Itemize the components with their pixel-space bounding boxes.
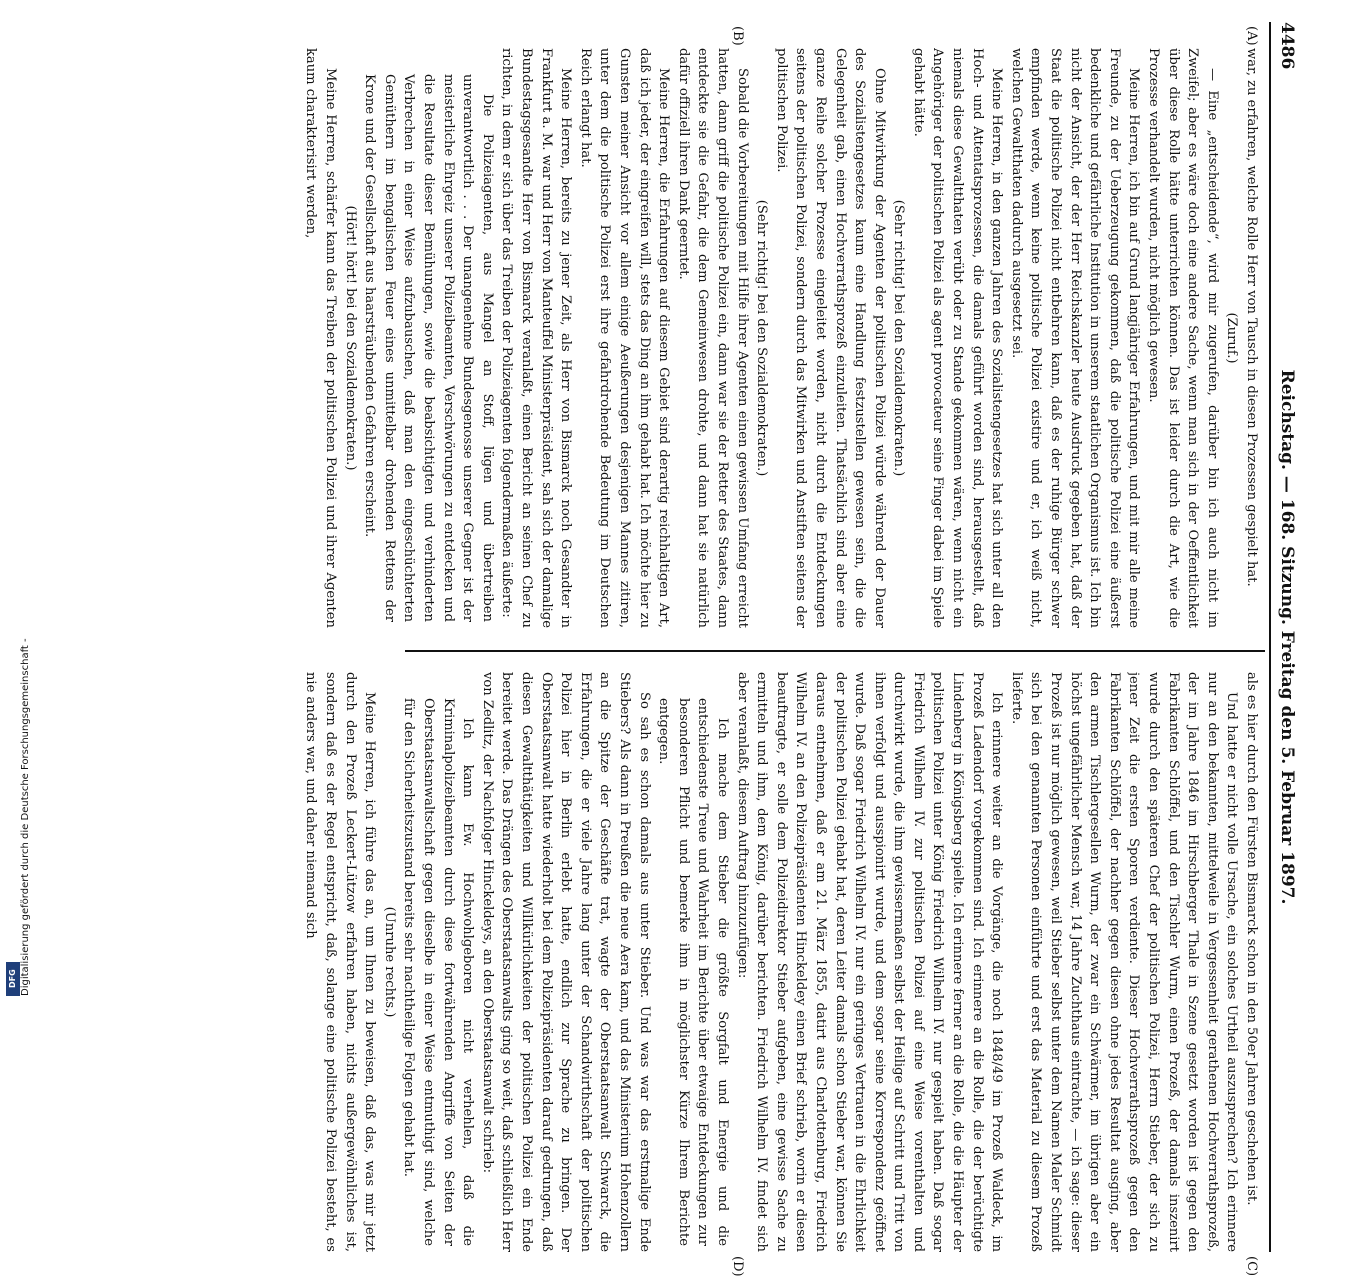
quotation: Die Polizeiagenten, aus Mangel an Stoff, lügen und übertreiben unverantwortlich . . . Der unangenehme Bundesgenosse unserer Gegner ist der meisterliche Ehrgeiz unserer Polizeibeamten, Verschwörungen zu entdecken und die Resultate dieser Bemühungen, sowie die beabsichtigten und verhinderten Verbrechen in einer Weise aufzubauschen, daß man den eingeschüchterten Gemüthern im bengalischen Feuer eines unmittelbar drohenden Rettens der Krone und der Gesellschaft aus haarsträubenden Gefahren erscheint. <box>362 74 495 622</box>
page-number: 4486 <box>1277 22 1297 70</box>
paragraph: war, zu erfahren, welche Rolle Herr von Tausch in diesen Prozessen gespielt hat. <box>1244 48 1259 587</box>
margin-marker-d: (D) <box>730 1256 745 1277</box>
quotation: Ich mache dem Stieber die größte Sorgfalt und Energie und die entschiedenste Treue und Wahrheit im Berichte über etwaige Entdeckungen zur besonderen Pflicht und bemerke ihm in möglichster Kürze Ihrem Berichte entgegen. <box>656 698 730 1246</box>
interjection: (Sehr richtig! bei den Sozialdemokraten.) <box>891 199 907 477</box>
quotation: Ich kann Ew. Hochwohlgeboren nicht verhehlen, daß die Kriminalpolizeibeamten durch diese fortwährenden Angriffe von Seiten der Oberstaatsanwaltschaft gegen dieselbe in einer Weise entmuthigt sind, welche für den Sicherheitszustand bereits sehr nachtheilige Folgen gehabt hat. <box>401 698 476 1246</box>
dfg-logo-icon: DFG <box>6 962 20 996</box>
paragraph: Meine Herren, ich bin auf Grund langjähriger Erfahrungen, und mit mir alle meine Freunde, zu der Ueberzeugung gekommen, daß die politische Polizei eine äußerst bedenkliche und gefährliche Institution in unserem staatlichen Organismus ist. Ich bin nicht der Ansicht, der der Herr Reichskanzler heute Ausdruck gegeben hat, daß der Staat die politische Polizei nicht entbehren kann, daß es der ruhige Bürger schwer empfinden werde, wenn keine politische Polizei existire und er, ich weiß nicht, welchen Gewaltthaten dadurch ausgesetzt sei. <box>1008 48 1142 628</box>
paragraph: Sobald die Vorbereitungen mit Hilfe ihrer Agenten einen gewissen Umfang erreicht hatten, dann griff die politische Polizei ein, dann war sie der Retter des Staates, dann entdeckte sie die Gefahr, die dem Gemeinwesen drohte, und dann hat sie natürlich dafür offiziell ihren Dank geerntet. <box>675 48 750 628</box>
interjection: (Hört! hört! bei den Sozialdemokraten.) <box>342 205 358 471</box>
paragraph: Ohne Mitwirkung der Agenten der politischen Polizei würde während der Dauer des Sozialistengesetzes kaum eine Handlung festzustellen gewesen sein, die die Gelegenheit gab, einen Hochverrathsprozeß einzuleiten. Thatsächlich sind aber eine ganze Reihe solcher Prozesse eingeleitet worden, nicht durch die Entdeckungen seitens der politischen Polizei, sondern durch das Mitwirken und Anstiften seitens der politischen Polizei. <box>773 48 887 628</box>
right-column <box>231 672 1261 1252</box>
paragraph: Ich erinnere weiter an die Vorgänge, die noch 1848/49 im Prozeß Waldeck, im Prozeß Ladendorf vorgekommen sind. Ich erinnere an die Rolle, die der berüchtigte Lindenberg in Königsberg spielte. Ich erinnere ferner an die Rolle, die die Häupter der politischen Polizei unter König Friedrich Wilhelm IV. nur gespielt haben. Daß sogar Friedrich Wilhelm IV. zur politischen Polizei auf eine Weise vorenthalten und durchwirkt wurde, die ihm gewissermaßen selbst der Heilige auf Schritt und Tritt von ihnen verfolgt und ausspionirt wurde, und dem sogar seine Korrespondenz geöffnet wurde. Daß sogar Friedrich Wilhelm IV. nur ein geringes Vertrauen in die Ehrlichkeit der politischen Polizei gehabt hat, deren Leiter damals schon Stieber war, können Sie daraus entnehmen, daß er am 21. März 1855, datirt aus Charlottenburg, Friedrich Wilhelm IV. an den Polizeipräsidenten Hinckeldey einen Brief schrieb, worin er diesen beauftragte, er solle dem Polizeidirektor Stieber aufgeben, eine gewisse Sache zu ermitteln und ihm, dem König, darüber berichten. Friedrich Wilhelm IV. findet sich aber veranlaßt, diesem Auftrag hinzuzufügen: <box>734 672 1005 1252</box>
left-column <box>231 48 1261 628</box>
paragraph: Und hatte er nicht volle Ursache, ein solches Urtheil auszusprechen? Ich erinnere nur an den bekannten, mittelweile in Vergessenheit gerathenen Hochverrathsprozeß, der im Jahre 1846 im Hirschberger Thale in Szene gesetzt worden ist gegen den Fabrikanten Schlöffel, und den Tischler Wurm, einen Prozeß, der damals inszenirt wurde durch den späteren Chef der politischen Polizei, Herrn Stieber, der sich zu jener Zeit die ersten Sporen verdiente. Dieser Hochverrathsprozeß gegen den Fabrikanten Schlöffel, der nachher gegen diesen ohne jedes Resultat ausging, aber den armen Tischlergesellen Wurm, der zwar ein Schwärmer, im übrigen aber ein höchst ungefährlicher Mensch war, 14 Jahre Zuchthaus eintrachte, — ich sage: dieser Prozeß ist nur möglich gewesen, weil Stieber selbst unter dem Namen Maler Schmidt sich bei den genannten Personen einführte und erst das Material zu diesem Prozeß lieferte. <box>1008 672 1240 1252</box>
footer <box>6 0 31 1000</box>
margin-marker-a: (A) <box>1244 26 1259 46</box>
column-rule <box>405 650 1265 652</box>
interjection: (Unruhe rechts.) <box>381 906 397 1018</box>
paragraph: als es hier durch den Fürsten Bismarck schon in den 50er Jahren geschehen ist. <box>1244 672 1259 1206</box>
paragraph: Meine Herren, die Erfahrungen auf diesem Gebiet sind derartig reichhaltigen Art, daß ich jeder, der eingreifen will, stets das Ding an ihm gehabt hat. Ich möchte hier zu Gunsten meiner Ansicht vor allem einige Aeußerungen desjenigen Mannes zitiren, unter dem die politische Polizei erst ihre gefahrdrohende Bedeutung im Deutschen Reich erlangt hat. <box>577 48 672 628</box>
margin-marker-c: (C) <box>1244 1256 1259 1277</box>
paragraph: Meine Herren, ich führe das an, um Ihnen zu beweisen, daß das, was mir jetzt durch den Prozeß Leckert-Lützow erfahren haben, nichts außergewöhnliches ist, sondern daß es der Regel entspricht, daß, solange eine politische Polizei besteht, es nie anders war, und daher niemand sich <box>303 672 378 1252</box>
paragraph: Meine Herren, bereits zu jener Zeit, als Herr von Bismarck noch Gesandter in Frankfurt a. M. war und Herr von Manteuffel Ministerpräsident, sah sich der damalige Bundestagsgesandte Herr von Bismarck veranlaßt, einen Bericht an seinen Chef zu richten, in dem er sich über das Treiben der Polizeiagenten folgendermaßen äußerte: <box>499 48 574 628</box>
paragraph: So sah es schon damals aus unter Stieber. Und was war das erstmalige Ende Stiebers? Als dann in Preußen die neue Aera kam, und das Ministerium Hohenzollern an die Spitze der Geschäfte trat, wagte der Oberstaatsanwalt Schwarck, die Erfahrungen, die er viele Jahre lang unter der Schandwirthschaft der politischen Polizei hier in Berlin erlebt hatte, endlich zur Sprache zu bringen. Der Oberstaatsanwalt hatte wiederholt bei dem Polizeipräsidenten darauf gedrungen, daß diesen Gewaltthätigkeiten und Willkürlichkeiten der politischen Polizei ein Ende bereitet werde. Das Drängen des Oberstaatsanwalts ging so weit, daß schließlich Herr von Zedlitz, der Nachfolger Hinckeldeys, an den Oberstaatsanwalt schrieb: <box>479 672 652 1252</box>
margin-marker-b: (B) <box>730 26 745 46</box>
header-rule <box>1269 22 1271 1252</box>
footer-credit: Digitalisierung gefördert durch die Deutsche Forschungsgemeinschaft - <box>20 638 31 996</box>
page-header <box>1271 22 1299 1252</box>
interjection: (Sehr richtig! bei den Sozialdemokraten.) <box>754 199 770 477</box>
paragraph: Meine Herren, schärfer kann das Treiben der politischen Polizei und ihrer Agenten kaum charakterisirt werden, <box>303 48 339 628</box>
interjection: (Zuruf.) <box>1224 312 1240 364</box>
paragraph: — Eine „entscheidende“, wird mir zugerufen, darüber bin ich auch nicht im Zweifel; aber es wäre doch eine andere Sache, wenn man sich in der Oeffentlichkeit über diese Rolle hätte unterrichten können. Das ist leider durch die Art, wie die Prozesse verhandelt wurden, nicht möglich gewesen. <box>1146 48 1220 628</box>
paragraph: Meine Herren, in den ganzen Jahren des Sozialistengesetzes hat sich unter all den Hoch- und Attentatsprozessen, die damals geführt worden sind, herausgestellt, daß niemals diese Gewaltthaten verübt oder zu Stande gekommen wären, wenn nicht ein Angehöriger der politischen Polizei als agent provocateur seine Finger dabei im Spiele gehabt hätte. <box>910 48 1005 628</box>
page-title: Reichstag. — 168. Sitzung. Freitag den 5. Februar 1897. <box>1277 369 1297 905</box>
